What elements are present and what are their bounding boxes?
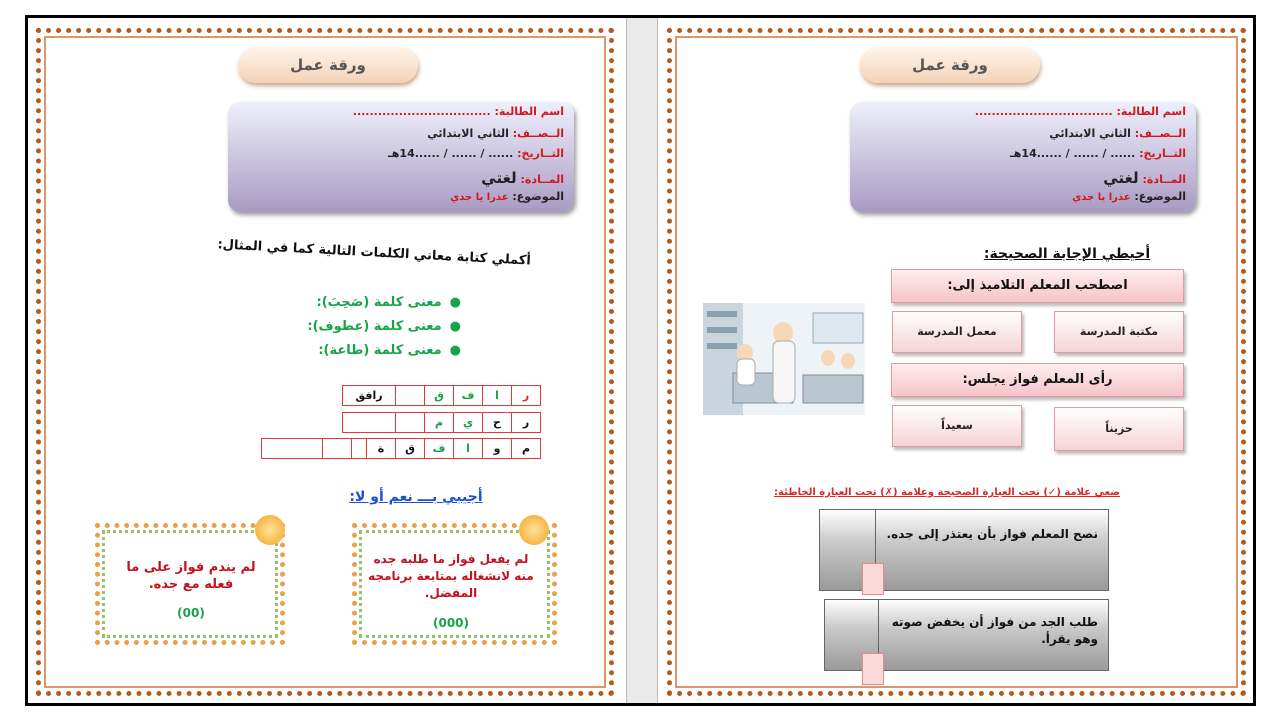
- grid-cell: ر: [512, 386, 541, 406]
- page-gutter: [626, 18, 658, 703]
- page-title: ورقة عمل: [238, 47, 418, 83]
- student-label: اسم الطالبة:: [494, 105, 564, 118]
- list-item: ●معنى كلمة (صَحِبَ):: [316, 295, 461, 310]
- topic-label: الموضوع:: [1134, 190, 1186, 203]
- subject-label: المــادة:: [1142, 173, 1186, 186]
- grid-cell: [262, 439, 323, 459]
- fairy-decoration-icon: [519, 515, 549, 545]
- bullet-icon: ●: [449, 319, 461, 334]
- topic-value: عذرا يا جدي: [1072, 192, 1131, 203]
- grid-cell: ر: [512, 413, 541, 433]
- class-label: الــصــف:: [512, 127, 564, 140]
- grid-cell: ا: [483, 386, 512, 406]
- student-info-box: [850, 102, 1196, 212]
- letter-grid-row1: [342, 385, 541, 406]
- card-answer: (00): [177, 606, 205, 620]
- class-value: الثاني الابتدائي: [427, 127, 509, 140]
- answer-option[interactable]: سعيداً: [892, 405, 1022, 447]
- yes-no-title: أجيبي بـــ نعم أو لا:: [349, 489, 483, 505]
- question-2-bar: رأى المعلم فواز يجلس:: [891, 363, 1184, 397]
- student-value: .................................: [352, 105, 491, 118]
- student-info-box: [228, 102, 574, 212]
- grid-cell: [323, 439, 352, 459]
- grid-cell: م: [512, 439, 541, 459]
- class-value: الثاني الابتدائي: [1049, 127, 1131, 140]
- letter-grid-row2: [342, 412, 541, 433]
- grid-cell: [396, 386, 425, 406]
- instruction-text: أحيطي الإجابة الصحيحة:: [983, 246, 1151, 262]
- date-label: التــاريخ:: [1139, 147, 1186, 160]
- topic-value: عذرا يا جدي: [450, 192, 509, 203]
- answer-option[interactable]: حزيناً: [1054, 407, 1184, 451]
- subject-value: لغتي: [1103, 169, 1139, 187]
- classroom-illustration: [703, 303, 865, 415]
- page-title: ورقة عمل: [860, 47, 1040, 83]
- marks-instruction: ضعي علامة (✓) تحت العبارة الصحيحة وعلامة (✗) تحت العبارة الخاطئة:: [774, 487, 1120, 498]
- grid-cell: م: [425, 413, 454, 433]
- answer-option[interactable]: معمل المدرسة: [892, 311, 1022, 353]
- statement-text: نصح المعلم فواز بأن يعتذر إلى جده.: [886, 527, 1098, 541]
- subject-value: لغتي: [481, 169, 517, 187]
- word-meaning-list: [201, 295, 461, 367]
- worksheet-page-left: [36, 28, 614, 696]
- date-value: ...... / ...... / ......14هـ: [1010, 147, 1136, 160]
- fairy-decoration-icon: [255, 515, 285, 545]
- card-question-text: لم يندم فواز على ما فعله مع جده.: [126, 560, 256, 592]
- instruction-text: أكملي كتابة معاني الكلمات التالية كما في المثال:: [217, 237, 532, 269]
- answer-option[interactable]: مكتبة المدرسة: [1054, 311, 1184, 353]
- grid-cell: ق: [425, 386, 454, 406]
- student-label: اسم الطالبة:: [1116, 105, 1186, 118]
- date-value: ...... / ...... / ......14هـ: [388, 147, 514, 160]
- list-item: ●معنى كلمة (طاعة):: [318, 343, 461, 358]
- statement-text: طلب الجد من فواز أن يخفض صوته وهو يقرأ.: [891, 615, 1098, 646]
- bullet-icon: ●: [449, 343, 461, 358]
- letter-grid-row3: [261, 438, 541, 459]
- grid-cell: ف: [425, 439, 454, 459]
- grid-cell: [396, 413, 425, 433]
- grid-cell: [352, 439, 367, 459]
- class-label: الــصــف:: [1134, 127, 1186, 140]
- grid-cell: ة: [367, 439, 396, 459]
- question-1-bar: اصطحب المعلم التلاميذ إلى:: [891, 269, 1184, 303]
- grid-cell: ي: [454, 413, 483, 433]
- card-question-text: لم يفعل فواز ما طلبه جده منه لانشغاله بمتابعة برنامجه المفضل.: [368, 552, 534, 600]
- answer-ribbon[interactable]: [862, 563, 884, 595]
- grid-cell: ا: [454, 439, 483, 459]
- answer-ribbon[interactable]: [862, 653, 884, 685]
- grid-cell: ق: [396, 439, 425, 459]
- grid-cell: ح: [483, 413, 512, 433]
- bullet-icon: ●: [449, 295, 461, 310]
- grid-cell: و: [483, 439, 512, 459]
- card-answer: (000): [432, 616, 470, 630]
- list-item: ●معنى كلمة (عطوف):: [307, 319, 461, 334]
- subject-label: المــادة:: [520, 173, 564, 186]
- grid-cell: رافق: [343, 386, 396, 406]
- date-label: التــاريخ:: [517, 147, 564, 160]
- grid-cell: [343, 413, 396, 433]
- topic-label: الموضوع:: [512, 190, 564, 203]
- grid-cell: ف: [454, 386, 483, 406]
- student-value: .................................: [974, 105, 1113, 118]
- worksheet-page-right: [667, 28, 1246, 696]
